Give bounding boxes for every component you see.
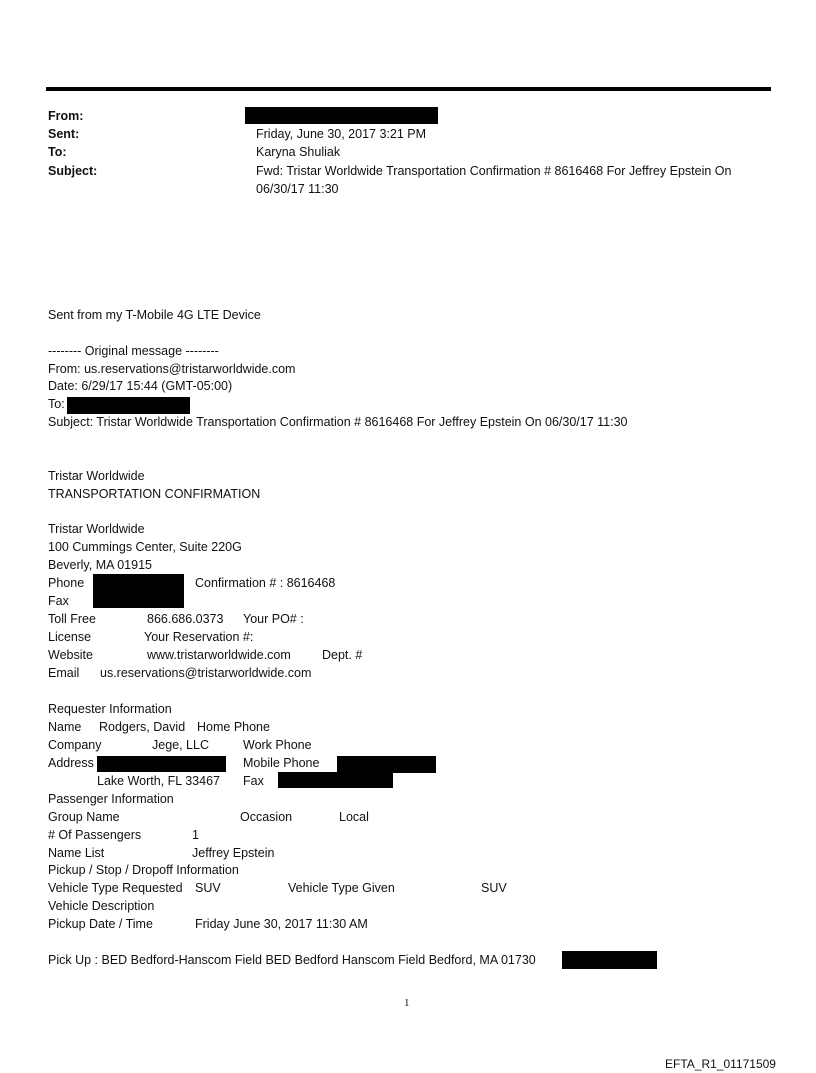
original-to: To: bbox=[48, 397, 65, 411]
vehicle-given-value: SUV bbox=[481, 881, 507, 895]
name-list-value: Jeffrey Epstein bbox=[192, 846, 275, 860]
to-value: Karyna Shuliak bbox=[256, 145, 341, 159]
group-name-label: Group Name bbox=[48, 810, 120, 824]
company-address-1: 100 Cummings Center, Suite 220G bbox=[48, 540, 242, 554]
toll-free-label: Toll Free bbox=[48, 612, 96, 626]
pick-up-location: Pick Up : BED Bedford-Hanscom Field BED Bedford Hanscom Field Bedford, MA 01730 bbox=[48, 953, 536, 967]
email-label: Email bbox=[48, 666, 80, 680]
website-label: Website bbox=[48, 648, 93, 662]
your-po-label: Your PO# : bbox=[243, 612, 304, 626]
subject-label: Subject: bbox=[48, 164, 98, 178]
original-subject: Subject: Tristar Worldwide Transportation Confirmation # 8616468 For Jeffrey Epstein On 06/30/17 11:30 bbox=[48, 415, 628, 429]
subject-line-1: Fwd: Tristar Worldwide Transportation Confirmation # 8616468 For Jeffrey Epstein On bbox=[256, 164, 732, 178]
license-label: License bbox=[48, 630, 92, 644]
redacted-phone-fax bbox=[93, 574, 184, 608]
mobile-phone-label: Mobile Phone bbox=[243, 756, 320, 770]
original-divider: -------- Original message -------- bbox=[48, 344, 219, 358]
sent-label: Sent: bbox=[48, 127, 80, 141]
redacted-address bbox=[97, 756, 226, 772]
pickup-datetime-value: Friday June 30, 2017 11:30 AM bbox=[195, 917, 368, 931]
redacted-pickup-detail bbox=[562, 951, 657, 969]
company-address-2: Beverly, MA 01915 bbox=[48, 558, 152, 572]
dept-label: Dept. # bbox=[322, 648, 363, 662]
company-title: Tristar Worldwide bbox=[48, 469, 145, 483]
home-phone-label: Home Phone bbox=[197, 720, 270, 734]
pickup-heading: Pickup / Stop / Dropoff Information bbox=[48, 863, 239, 877]
requester-company: Jege, LLC bbox=[152, 738, 209, 752]
email-value: us.reservations@tristarworldwide.com bbox=[100, 666, 312, 680]
sent-from-device: Sent from my T-Mobile 4G LTE Device bbox=[48, 308, 261, 322]
vehicle-given-label: Vehicle Type Given bbox=[288, 881, 395, 895]
requester-fax-label: Fax bbox=[243, 774, 264, 788]
redacted-fax bbox=[278, 772, 393, 788]
your-reservation-label: Your Reservation #: bbox=[144, 630, 254, 644]
page-number: 1 bbox=[404, 997, 410, 1009]
redacted-mobile-phone bbox=[337, 756, 436, 773]
passengers-count: 1 bbox=[192, 828, 199, 842]
sent-value: Friday, June 30, 2017 3:21 PM bbox=[256, 127, 427, 141]
from-label: From: bbox=[48, 109, 84, 123]
toll-free-value: 866.686.0373 bbox=[147, 612, 224, 626]
original-from: From: us.reservations@tristarworldwide.com bbox=[48, 362, 296, 376]
requester-address-label: Address bbox=[48, 756, 94, 770]
company-name: Tristar Worldwide bbox=[48, 522, 145, 536]
footer-document-id: EFTA_R1_01171509 bbox=[665, 1057, 776, 1071]
requester-name-label: Name bbox=[48, 720, 82, 734]
passengers-count-label: # Of Passengers bbox=[48, 828, 142, 842]
requester-name: Rodgers, David bbox=[99, 720, 186, 734]
original-date: Date: 6/29/17 15:44 (GMT-05:00) bbox=[48, 379, 233, 393]
vehicle-requested-value: SUV bbox=[195, 881, 221, 895]
subject-line-2: 06/30/17 11:30 bbox=[256, 182, 339, 196]
occasion-label: Occasion bbox=[240, 810, 293, 824]
doc-title: TRANSPORTATION CONFIRMATION bbox=[48, 487, 261, 501]
fax-label: Fax bbox=[48, 594, 69, 608]
requester-company-label: Company bbox=[48, 738, 102, 752]
header-rule bbox=[46, 87, 771, 91]
confirmation-number: Confirmation # : 8616468 bbox=[195, 576, 336, 590]
redacted-original-to bbox=[67, 397, 190, 414]
name-list-label: Name List bbox=[48, 846, 105, 860]
work-phone-label: Work Phone bbox=[243, 738, 312, 752]
requester-city: Lake Worth, FL 33467 bbox=[97, 774, 220, 788]
pickup-datetime-label: Pickup Date / Time bbox=[48, 917, 153, 931]
passenger-heading: Passenger Information bbox=[48, 792, 174, 806]
to-label: To: bbox=[48, 145, 67, 159]
phone-label: Phone bbox=[48, 576, 85, 590]
redacted-from bbox=[245, 107, 438, 124]
vehicle-requested-label: Vehicle Type Requested bbox=[48, 881, 183, 895]
vehicle-description-label: Vehicle Description bbox=[48, 899, 155, 913]
requester-heading: Requester Information bbox=[48, 702, 172, 716]
occasion-value: Local bbox=[339, 810, 369, 824]
website-value: www.tristarworldwide.com bbox=[147, 648, 291, 662]
